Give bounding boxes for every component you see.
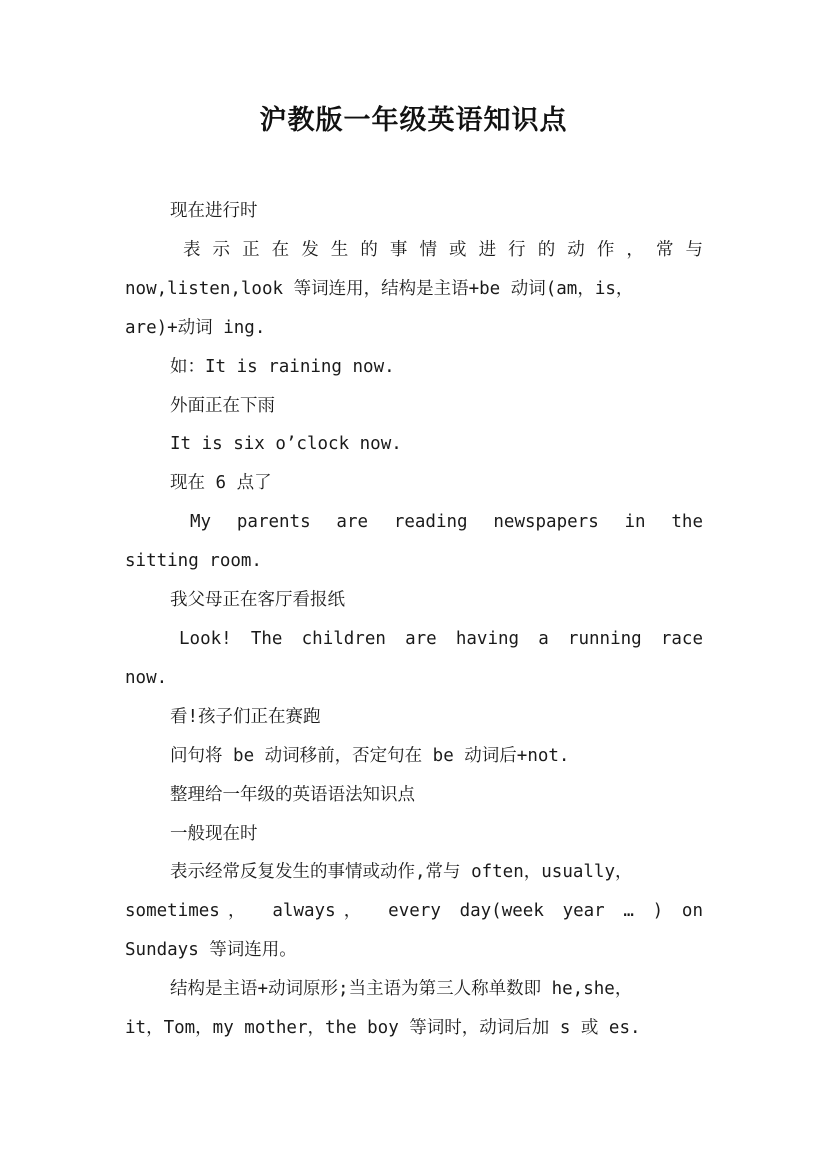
section-heading: 整理给一年级的英语语法知识点 [170, 784, 415, 805]
example-translation: 看!孩子们正在赛跑 [170, 706, 321, 727]
paragraph-line: Sundays 等词连用。 [125, 940, 297, 961]
example-sentence: It is six o’clock now. [170, 434, 402, 455]
paragraph-line: 问句将 be 动词移前，否定句在 be 动词后+not. [170, 745, 570, 766]
example-sentence: My parents are reading newspapers in the [190, 512, 703, 533]
example-sentence: sitting room. [125, 551, 262, 572]
document-body [125, 192, 703, 1048]
paragraph-line: 表示经常反复发生的事情或动作,常与 often，usually， [170, 862, 633, 883]
section-heading: 现在进行时 [170, 201, 258, 221]
example-sentence: 如：It is raining now. [170, 356, 395, 377]
example-translation: 现在 6 点了 [170, 473, 272, 494]
paragraph-line: sometimes， always， every day(week year … ) on [125, 901, 703, 922]
paragraph-line: 结构是主语+动词原形;当主语为第三人称单数即 he,she， [170, 979, 633, 1000]
section-heading: 一般现在时 [170, 823, 258, 844]
example-translation: 我父母正在客厅看报纸 [170, 590, 345, 611]
document-title: 沪教版一年级英语知识点 [259, 105, 568, 136]
example-sentence: Look! The children are having a running race [179, 628, 703, 649]
paragraph-line: 表 示 正 在 发 生 的 事 情 或 进 行 的 动 作 ， 常 与 [183, 239, 703, 260]
paragraph-line: it，Tom，my mother，the boy 等词时，动词后加 s 或 es. [125, 1018, 641, 1039]
paragraph-line: are)+动词 ing. [125, 317, 266, 338]
example-sentence: now. [125, 667, 168, 688]
example-translation: 外面正在下雨 [170, 395, 275, 416]
paragraph-line: now,listen,look 等词连用，结构是主语+be 动词(am，is， [125, 278, 634, 299]
